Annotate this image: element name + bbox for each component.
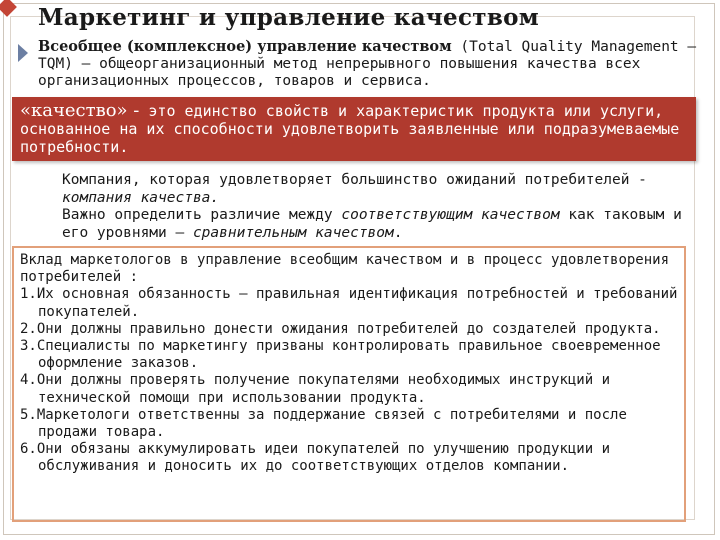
- tqm-text: (Total Quality Management — TQM) — общеорганизационный метод непрерывного повышения качества всех организационных процессов, товаров и сервиса.: [38, 39, 697, 89]
- list-item: 3.Специалисты по маркетингу призваны контролировать правильное своевременное оформление заказов.: [20, 338, 661, 372]
- list-item: 6.Они обязаны аккумулировать идеи покупателей по улучшению продукции и обслуживания и доносить их до соответствующих отделов компании.: [20, 441, 611, 475]
- company-line1-italic: компания качества.: [62, 189, 220, 206]
- bullet-arrow-icon: [18, 44, 28, 62]
- quality-term: «качество» -: [20, 100, 140, 121]
- company-line2-italic2: сравнительным качеством: [192, 224, 394, 241]
- tqm-definition: [38, 38, 698, 90]
- corner-diamond-decoration: [0, 0, 17, 17]
- company-line2-cont: как таковым и его уровнями —: [62, 207, 682, 241]
- page-title: Маркетинг и управление качеством: [38, 4, 540, 31]
- marketer-contribution-box: [12, 246, 686, 522]
- company-line2-italic: соответствующим качеством: [341, 207, 560, 223]
- company-quality-text: [62, 172, 702, 242]
- list-item: 5.Маркетологи ответственны за поддержание связей с потребителями и после продажи товара.: [20, 406, 627, 441]
- quality-definition-box: [12, 97, 696, 161]
- contribution-intro: Вклад маркетологов в управление всеобщим качеством и в процесс удовлетворения потребителей :: [20, 252, 670, 286]
- company-line2-end: .: [393, 224, 403, 241]
- company-line2: Важно определить различие между: [62, 207, 333, 223]
- list-item: 1.Их основная обязанность — правильная идентификация потребностей и требований покупателей.: [20, 286, 678, 320]
- company-line1: Компания, которая удовлетворяет большинство ожиданий потребителей -: [62, 172, 647, 188]
- quality-text: это единство свойств и характеристик продукта или услуги, основанное на их способности удовлетворить заявленные или подразумеваемые потребности.: [20, 102, 680, 156]
- list-item: 2.Они должны правильно донести ожидания потребителей до создателей продукта.: [20, 320, 661, 337]
- list-item: 4.Они должны проверять получение покупателями необходимых инструкций и технической помощи при использовании продукта.: [20, 372, 611, 406]
- tqm-term: Всеобщее (комплексное) управление качеством: [38, 38, 452, 55]
- contribution-list: [20, 286, 678, 475]
